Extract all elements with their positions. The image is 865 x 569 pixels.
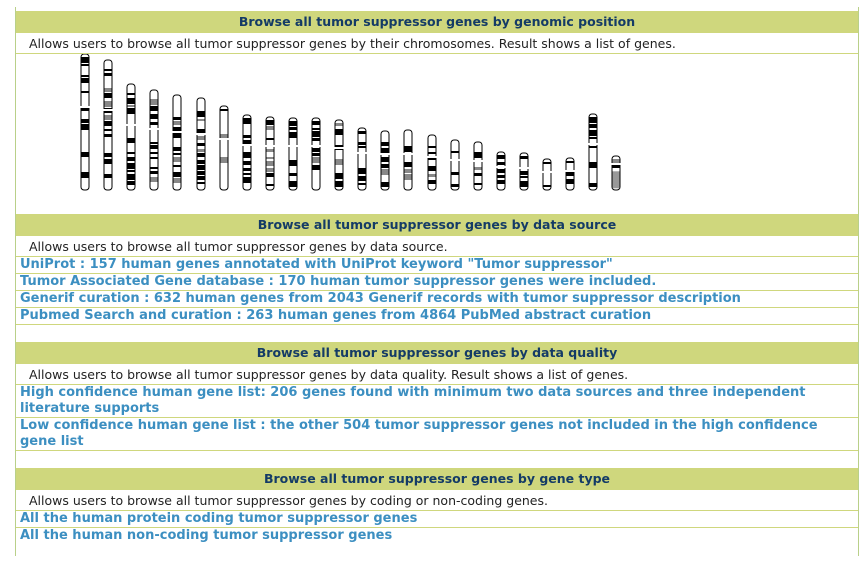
generif-link[interactable]: Generif curation : 632 human genes from 2043 Generif records with tumor suppressor description	[20, 291, 741, 306]
chromosome-ideogram	[16, 54, 858, 192]
genetype-link-row	[16, 528, 858, 544]
tag-database-link[interactable]: Tumor Associated Gene database : 170 human tumor suppressor genes were included.	[20, 274, 657, 289]
chromosome-14[interactable]	[380, 131, 390, 190]
chromosome-21[interactable]	[542, 159, 552, 190]
genetype-section-header: Browse all tumor suppressor genes by gene type	[16, 468, 858, 490]
low-confidence-link[interactable]: Low confidence human gene list : the other 504 tumor suppressor genes not included in the high confidence gene list	[20, 418, 818, 449]
chromosome-Y[interactable]	[611, 156, 621, 190]
source-link-row	[16, 274, 858, 291]
chromosome-3[interactable]	[126, 84, 136, 190]
browse-panel	[15, 7, 859, 556]
chromosome-2[interactable]	[103, 60, 113, 190]
chromosome-22[interactable]	[565, 158, 575, 190]
chromosome-18[interactable]	[473, 142, 483, 190]
chromosome-17[interactable]	[450, 140, 460, 190]
genomic-description-row	[16, 33, 858, 54]
protein-coding-link[interactable]: All the human protein coding tumor suppressor genes	[20, 511, 418, 526]
chromosome-13[interactable]	[357, 128, 367, 190]
genetype-description: Allows users to browse all tumor suppressor genes by coding or non-coding genes.	[29, 493, 548, 508]
chromosome-7[interactable]	[219, 106, 229, 190]
source-description: Allows users to browse all tumor suppressor genes by data source.	[29, 239, 448, 254]
chromosome-1[interactable]	[80, 54, 90, 190]
chromosome-4[interactable]	[149, 90, 159, 190]
genomic-description: Allows users to browse all tumor suppressor genes by their chromosomes. Result shows a list of genes.	[29, 36, 676, 51]
source-link-row	[16, 257, 858, 274]
chromosome-X[interactable]	[588, 114, 598, 190]
chromosome-11[interactable]	[311, 118, 321, 190]
chromosome-9[interactable]	[265, 117, 275, 190]
chromosome-6[interactable]	[196, 98, 206, 190]
genetype-link-row	[16, 511, 858, 528]
chromosome-10[interactable]	[288, 118, 298, 190]
pubmed-link[interactable]: Pubmed Search and curation : 263 human genes from 4864 PubMed abstract curation	[20, 308, 652, 323]
source-link-row	[16, 308, 858, 325]
chromosome-5[interactable]	[172, 95, 182, 190]
uniprot-link[interactable]: UniProt : 157 human genes annotated with UniProt keyword "Tumor suppressor"	[20, 257, 613, 272]
chromosome-12[interactable]	[334, 120, 344, 190]
source-section-header: Browse all tumor suppressor genes by data source	[16, 214, 858, 236]
non-coding-link[interactable]: All the human non-coding tumor suppressor genes	[20, 528, 393, 543]
source-description-row	[16, 236, 858, 257]
chromosome-19[interactable]	[496, 152, 506, 190]
quality-link-row	[16, 418, 858, 451]
chromosome-8[interactable]	[242, 115, 252, 190]
chromosome-20[interactable]	[519, 153, 529, 190]
quality-link-row	[16, 385, 858, 418]
quality-description: Allows users to browse all tumor suppressor genes by data quality. Result shows a list of genes.	[29, 367, 629, 382]
quality-description-row	[16, 364, 858, 385]
chromosome-ideogram-svg	[16, 54, 858, 192]
chromosome-16[interactable]	[427, 135, 437, 190]
chromosome-15[interactable]	[403, 130, 413, 190]
high-confidence-link[interactable]: High confidence human gene list: 206 genes found with minimum two data sources and three independent literature supports	[20, 385, 806, 416]
genomic-section-header: Browse all tumor suppressor genes by genomic position	[16, 11, 858, 33]
source-link-row	[16, 291, 858, 308]
quality-section-header: Browse all tumor suppressor genes by data quality	[16, 342, 858, 364]
genetype-description-row	[16, 490, 858, 511]
